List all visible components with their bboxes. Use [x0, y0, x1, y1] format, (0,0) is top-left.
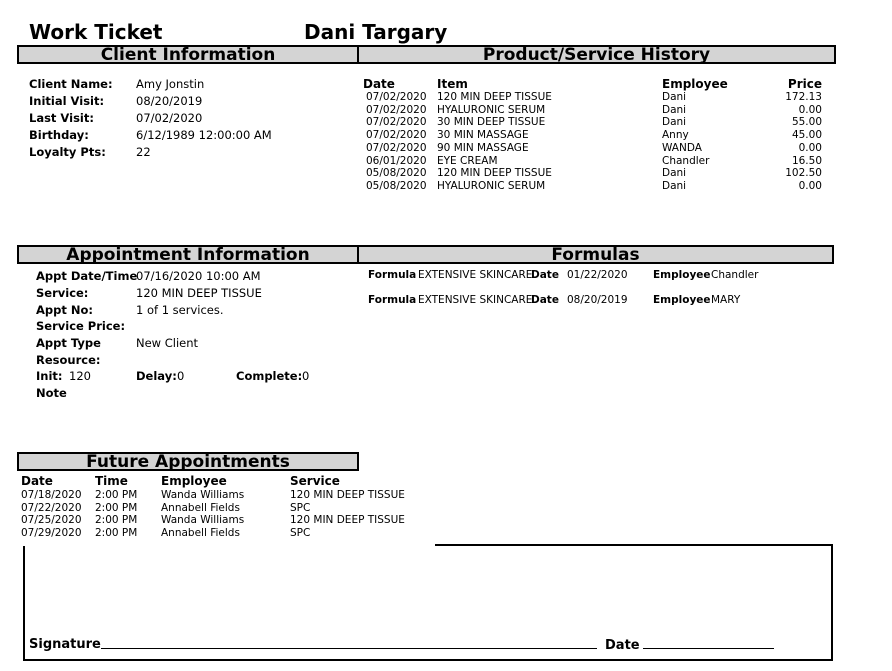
complete-value: 0 — [302, 369, 310, 383]
future-time: 2:00 PM — [95, 527, 138, 540]
history-employee: WANDA — [662, 141, 702, 154]
future-col-service: Service — [290, 474, 340, 488]
formulas-header — [357, 245, 834, 264]
history-item: HYALURONIC SERUM — [437, 103, 546, 116]
client-name-value: Amy Jonstin — [136, 77, 205, 91]
future-rows — [21, 489, 441, 541]
future-col-time: Time — [95, 474, 128, 488]
appt-no-label: Appt No: — [36, 303, 93, 317]
history-employee: Anny — [662, 129, 689, 142]
page-title: Work Ticket — [29, 20, 163, 44]
client-info-fields — [29, 77, 349, 167]
history-item: 120 MIN DEEP TISSUE — [437, 91, 552, 103]
history-price: 172.13 — [785, 91, 822, 103]
history-col-price: Price — [787, 77, 822, 91]
date-label: Date — [605, 638, 640, 653]
future-service: 120 MIN DEEP TISSUE — [290, 514, 405, 527]
future-col-employee: Employee — [161, 474, 227, 488]
delay-value: 0 — [177, 369, 185, 383]
history-date: 07/02/2020 — [366, 116, 427, 129]
service-value: 120 MIN DEEP TISSUE — [136, 286, 262, 300]
formula-date-label: Date — [531, 269, 559, 281]
future-employee: Annabell Fields — [161, 501, 240, 514]
appt-type-value: New Client — [136, 336, 199, 350]
formula-employee: Chandler — [711, 269, 759, 281]
table-row — [21, 514, 441, 527]
history-employee: Dani — [662, 179, 687, 192]
history-col-item: Item — [437, 77, 468, 91]
history-col-employee: Employee — [662, 77, 728, 91]
formula-label: Formula — [368, 269, 417, 281]
signature-line[interactable] — [101, 648, 597, 649]
note-label: Note — [36, 386, 67, 400]
history-date: 07/02/2020 — [366, 141, 427, 154]
initial-visit-label: Initial Visit: — [29, 94, 105, 108]
history-employee: Dani — [662, 91, 687, 103]
formula-name: EXTENSIVE SKINCARE — [418, 294, 533, 306]
table-row — [363, 167, 825, 180]
appointment-info-title: Appointment Information — [66, 245, 310, 265]
appt-datetime-label: Appt Date/Time — [36, 269, 138, 283]
date-line[interactable] — [643, 648, 774, 649]
history-item: 30 MIN MASSAGE — [437, 129, 529, 142]
complete-label: Complete: — [236, 369, 303, 383]
signature-box-gap — [23, 544, 435, 546]
history-col-date: Date — [363, 77, 395, 91]
future-service: SPC — [290, 527, 311, 540]
birthday-label: Birthday: — [29, 128, 89, 142]
appt-datetime-value: 07/16/2020 10:00 AM — [136, 269, 261, 283]
future-time: 2:00 PM — [95, 514, 138, 527]
formula-row — [368, 269, 828, 283]
future-date: 07/22/2020 — [21, 501, 82, 514]
history-employee: Dani — [662, 116, 687, 129]
table-row — [363, 104, 825, 117]
last-visit-value: 07/02/2020 — [136, 111, 203, 125]
history-date: 07/02/2020 — [366, 129, 427, 142]
history-item: 30 MIN DEEP TISSUE — [437, 116, 546, 129]
client-info-title: Client Information — [100, 45, 276, 65]
delay-label: Delay: — [136, 369, 177, 383]
table-row — [363, 180, 825, 193]
future-employee: Annabell Fields — [161, 527, 240, 540]
signature-label: Signature — [29, 637, 101, 652]
future-time: 2:00 PM — [95, 489, 138, 501]
history-price: 16.50 — [791, 154, 822, 167]
init-label: Init: — [36, 369, 63, 383]
history-date: 05/08/2020 — [366, 167, 427, 180]
history-price: 55.00 — [791, 116, 822, 129]
formula-label: Formula — [368, 294, 417, 306]
history-date: 06/01/2020 — [366, 154, 427, 167]
history-title: Product/Service History — [482, 45, 711, 65]
formula-date: 08/20/2019 — [567, 294, 628, 306]
table-row — [363, 155, 825, 168]
history-employee: Chandler — [662, 154, 710, 167]
client-name-label: Client Name: — [29, 77, 113, 91]
client-info-header — [17, 45, 359, 64]
history-employee: Dani — [662, 103, 687, 116]
service-price-label: Service Price: — [36, 319, 126, 333]
future-appointments-header — [17, 452, 359, 471]
history-date: 07/02/2020 — [366, 91, 427, 103]
history-rows — [363, 91, 825, 195]
history-employee: Dani — [662, 167, 687, 180]
employee-name: Dani Targary — [304, 20, 448, 44]
table-row — [21, 489, 441, 502]
table-row — [363, 91, 825, 104]
service-label: Service: — [36, 286, 89, 300]
appointment-info-header — [17, 245, 359, 264]
history-price: 45.00 — [791, 129, 822, 142]
resource-label: Resource: — [36, 353, 101, 367]
appointment-fields — [36, 269, 356, 404]
init-value: 120 — [69, 369, 91, 383]
signature-box — [23, 544, 833, 661]
appt-type-label: Appt Type — [36, 336, 101, 350]
history-price: 0.00 — [798, 103, 822, 116]
formula-name: EXTENSIVE SKINCARE — [418, 269, 533, 281]
formula-employee-label: Employee — [653, 294, 711, 306]
appt-no-value: 1 of 1 services. — [136, 303, 224, 317]
table-row — [363, 142, 825, 155]
history-date: 05/08/2020 — [366, 179, 427, 192]
future-appointments-table — [21, 474, 441, 542]
history-item: HYALURONIC SERUM — [437, 179, 546, 192]
history-date: 07/02/2020 — [366, 103, 427, 116]
future-service: SPC — [290, 501, 311, 514]
loyalty-pts-value: 22 — [136, 145, 151, 159]
future-date: 07/18/2020 — [21, 489, 82, 501]
formula-employee: MARY — [711, 294, 741, 306]
history-header — [357, 45, 836, 64]
formulas-title: Formulas — [551, 245, 640, 265]
last-visit-label: Last Visit: — [29, 111, 94, 125]
formula-date-label: Date — [531, 294, 559, 306]
birthday-value: 6/12/1989 12:00:00 AM — [136, 128, 272, 142]
loyalty-pts-label: Loyalty Pts: — [29, 145, 106, 159]
history-item: 90 MIN MASSAGE — [437, 141, 529, 154]
table-row — [21, 527, 441, 540]
history-price: 0.00 — [798, 141, 822, 154]
future-date: 07/29/2020 — [21, 527, 82, 540]
formula-employee-label: Employee — [653, 269, 711, 281]
initial-visit-value: 08/20/2019 — [136, 94, 203, 108]
table-row — [363, 116, 825, 129]
history-price: 102.50 — [785, 167, 822, 180]
future-date: 07/25/2020 — [21, 514, 82, 527]
future-col-date: Date — [21, 474, 53, 488]
table-row — [21, 502, 441, 515]
history-item: EYE CREAM — [437, 154, 498, 167]
table-row — [363, 129, 825, 142]
future-employee: Wanda Williams — [161, 514, 245, 527]
history-table — [363, 77, 825, 197]
formula-row — [368, 294, 828, 308]
future-appointments-title: Future Appointments — [86, 452, 290, 472]
history-item: 120 MIN DEEP TISSUE — [437, 167, 552, 180]
history-price: 0.00 — [798, 179, 822, 192]
future-employee: Wanda Williams — [161, 489, 245, 501]
formula-date: 01/22/2020 — [567, 269, 628, 281]
future-time: 2:00 PM — [95, 501, 138, 514]
future-service: 120 MIN DEEP TISSUE — [290, 489, 405, 501]
formulas-list — [368, 269, 828, 309]
